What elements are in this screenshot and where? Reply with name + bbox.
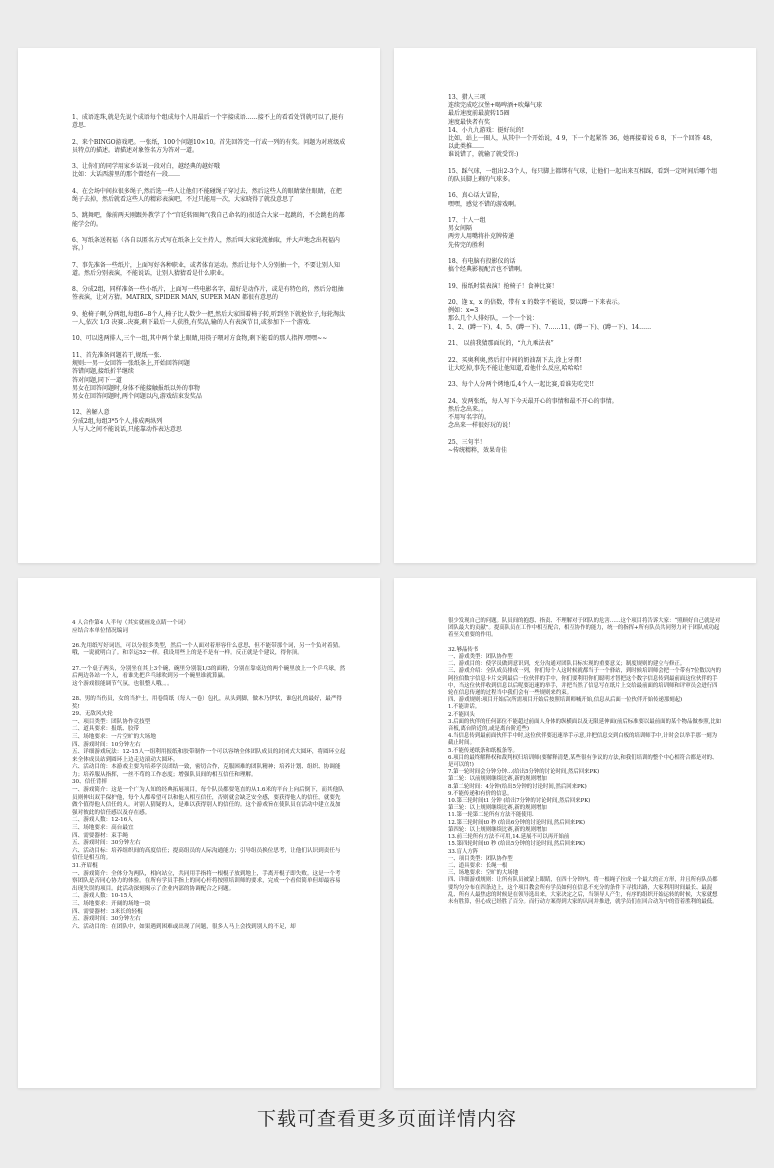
document-page-3 [18,578,380,1088]
page-3-text: 4 人合作第4 人半句（其实就画龙点睛一个词） 应结合本单位情况编词 26.先用纸写好词语，可以分很多类型，然后一个人面对着形容什么意思，但不能带那个词，另一个负对着猜。 哦，一说就明白了。和幸运52一样。我设用些上的是不是有一样。反正就是个建议，得你顶。 27.一个桌子两头，分别坐在其上3个碗，碗里分别装1/3的面粉，分别在靠桌边的两个碗里放上一个乒乓球，然后两边各站一个人，看谁先把乒乓球吹到另一个碗里谁就算赢。 这个游戏很能调节气氛，也很整人哦。。。 28、男的当伤员，女的当护士，用卷筒纸（每人一卷）包扎，从头到脚，做木乃伊状，谁包扎的最好，最严得奖! 29、无敌风火轮 一、项目类型：团队协作竞技型 二、道具要求：报纸、胶带 三、场地要求：一片空旷的大场地 四、游戏时间：10分钟左右 五、详细游戏玩法：12-15人一组利用报纸和胶带制作一个可以容纳全体团队成员的封闭式大圆环，将圆环立起来全体成员站到圆环上边走边滚动大圆环。 六、活动目的：本游戏主要为培养学员团结一致，密切合作，克服困难的团队精神；培养计划、组织、协调能力；培养服从指挥，一丝不苟的工作态度；增强队员间的相互信任和理解。 30、信任背摔 一、游戏简介：这是一个广为人知的经典拓展项目，每个队员都要笔直的从1.6米的平台上向后倒下，而其他队员则伸出双手保护他，每个人都希望可以和他人相互信任，否则就会缺乏安全感，要获得他人的信任，就要先做个值得他人信任的人。对别人猜疑的人，是难以获得别人的信任的。这个游戏旨在使队员在活动中建立及加强对彼此的信任感以及存在感。 二、游戏人数：12-16人 三、场地要求：高台最宜 四、需要器材：束手绳 五、游戏时间：30分钟左右 六、活动目标：培养组织间的高度信任；提高组员的人际沟通能力；引导组员换位思考，让他们认识到责任与信任是相互的。 31.齐眉棍 一、游戏简介：全体分为两队，相向站立，共同用手指将一根棍子放到地上，手离开棍子即失败。这是一个考察团队是否同心协力的体验。在所有学员手指上的同心杆将按照培训师的要求，完成一个看似简单但却最容易出现失误的项目。此活动深刻揭示了企业内部的协调配合之问题。 二、游戏人数：10-15人 三、场地要求：开阔的场地一块 四、需要器材：3米长的轻棍 五、游戏时间：30分钟左右 六、活动目的：在团队中，如果遇到困难或出现了问题，很多人马上会找到别人的不足，却 [72,620,346,930]
document-page-4 [394,578,756,1088]
page-1-text: 1、成语连珠,就是先说个成语每个组成每个人用最后一个字接成语……接不上的看看处罚就可以了,挺有意思. 2、来个BINGO游戏吧。一张纸，100个问题10×10。首先回答完一行或一列的有奖。问题为对班级成员特点的描述。请描述对象签名方为答对一道。 3、让你们的同学用家乡话说一段对白，越经典的越好哦 比如：大话西游里的那个曾经有一段…… 4、在会场中间拉很多绳子,然后选一些人让他们不能碰绳子穿过去，然后这些人的眼睛蒙住眼睛，在把绳子去掉，然后就看这些人的精彩表演吧，不过只能用一次，大家晓得了就没意思了 5、跳舞吧，像前两天刚跟外教学了个“宫廷转圈舞”(我自己命名的)很适合大家一起跳的，不会跳也的都能学会的。 6、写纸条送祝福（各自以匿名方式写在纸条上交主持人，然后叫大家轮流抽取，并大声地念出祝福内容。） 7、事先准备一些纸片，上面写好各种职业，或者体育运动。然后让每个人分别抽一个，不要让别人知道。然后分别表演，不能说话，让别人猜猜看是什么职业。 8、分成2组，同样准备一些小纸片，上面写一些电影名字，最好是动作片，或是有特色的，然后分组抽签表演，让对方猜。MATRIX, SPIDER MAN, SUPER MAN 都很有意思的 9、抢椅子啊,分两组,每组6--8个人,椅子比人数少一把,然后大家围着椅子转,听到坐下就抢位子,每轮淘汰一人,依次 1/3 决赛..决赛,剩下最后一人获胜,有奖品,输的人有表演节目,或参加下一个游戏. 10、可以选两排人,三个一组,其中两个蒙上眼睛,用筷子喂对方食物,剩下能看的那人指挥.嘿嘿~~ 11、首先准备问题若干,规纸一张. 规则:一男一女回答一张纸条上,开始回答问题 答错问题,接纸折半继续 答对问题,同下一道 男女在回答问题时,身体不能接触报纸以外的事物 男女在回答问题时,两个问题以内,游戏结束发奖品 12、善解人意 分成2组,每组3*5个人,排成两纵列 人与人之间不能说话,只能靠动作表达意思 [72,114,346,433]
page-4-text: 很少发现自己的问题。队员间的抱怨、指责、不理解对于团队的危害……这个项目将告诉大家：“照顾好自己就是对团队最大的贡献”。提高队员在工作中相互配合，相互协作的能力，统一的指挥+所有队员共同努力对于团队成功起着至关重要的作用。 32.够晶传书 一、游戏类型：团队协作型 二、游戏目的：使学员做到意识到，充分沟通对团队目标实现的重要意义；制度规则的建立与修正。 三、游戏介绍：全队成员排成一列，你们每个人这时候就都当于一个驿站，到时候培训师会把一个带有7位数以内的阿拉伯数字信息卡片交到最后一位伙伴的手中，你们要利用你们聪明才智把这个数字信息传到最前面这位伙伴的手中，当这位伙伴收到信息以后呢要迅速的举手，并把当然了信息写在纸片上交给最前面的培训师和评审员会进行四轮在信息传递的过程当中我们会有一些规则来约束。 四、游戏规则:项目开始后(所需项目开始后按照培训师喊开始,信息从后面一位伙伴开始传递那刻起) 1.不能讲话。 2.不能回头 3.后面的伙伴的任何部位不能超过前面人身体的纵横面以及无限延伸面(前后标准要以最前面的某个物品做参照,比如音板,离台阶近的,或是离台阶近些) 4.当信息传到最前面伙伴手中时,这位伙伴要迅速举手示意,并把信息交到白板的培训师手中,计时会以举手那一刻为截止时间。 5.不能传递纸条和纸板条等。 6.项目的最终解释权和裁判权归培训师(要解释清楚,某些很有争议的方法,和我们培训的整个中心相符合都是对的、是可以的!) 7.第一轮时间会分钟分钟...(给出5分钟的讨论时间,然后回来PK) 第二轮：以前规则继续比赛,新的规则增加 8.第二轮时间：4分钟(给出5分钟的讨论时间,然后回来PK) 9.不能传递和有价的信息。 10.第三轮时间t1 分钟 (给出7分钟的讨论时间,然后回来PK) 第三轮：以上规则继续比赛,新的规则增加 11.第一轮第二轮所有方法不能使用. 12.第三轮时间t0 秒 (给出6分钟的讨论时间,然后回来PK) 第四轮：以上规则继续比赛,新的规则增加 13.前三轮所有方法不可用,14.延展不可以再开始前 15.第四轮时间t0 秒 (给出5分钟的讨论时间,然后回来PK) 33.盲人方阵 一、项目类型：团队协作型 二、道具要求：长绳一根 三、场地要求：空旷的大场地 四、详细游戏规则：让所有队员被蒙上眼睛，在四十分钟内，将一根绳子拉成一个最大的正方形，并且所有队员都要均匀分布在四条边上，这个项目教会所有学员如何在信息不充分的条件下寻找出路，大家利用时间最长、最混乱、所有人最焦虑的时候是在领导选出来，大家决定之后，当领导人产生，有序的组织开始运转的时候，大家就想未有胜算，但心成已经胜了百分。而行动方案得到大家的认同并推进，就学员们在回合动为中的管着胜利的最低。 [448,618,722,905]
document-page-1 [18,48,380,563]
page-2-text: 13、猎人三项 连续完成吃汉堡+喝啤酒+吹爆气球 最后速度前最旋转15圈 速度最快者有奖 14、小九九游戏：挺好玩的! 比如，站上一圈人，从其中一个开始说，4 9，下一个起紧答 36，她再接着说 6 8，下一个回答 48，以此类推…… 谁说错了，就输了就受罚:) 15、踩气球，一组出2-3个人，每只脚上都绑有气球，让他们一起出来互相踩，看到一定时间后哪个组的队员脚上剩的气球多。 16、真心话大冒险， 嘿嘿，感觉不错的游戏啊。 17、十人一组 男女间隔 两旁人用嘴将扑克牌传递 先传完的胜利 18、有电脑有投影仪的话 搞个经典影视配音也不错啊。 19、报纸时装表演！抢椅子！食神比赛！ 20、逢 x，x 的倍数，带有 x 的数字不能说，要以蹲一下来表示。 例如：x=3 那么几个人排好队，一个一个说： 1、2、(蹲一下)、4、5、(蹲一下)、7……11、(蹲一下)、(蹲一下)、14…… 21、 以前我猜那面玩的，“九九乘法表” 22、买奥利奥,然后打中间的奶油刮下去,涂上牙膏! 让大吃掉,事先不能让他知道,看他什么反应,哈哈哈! 23、每个人分两个烤地瓜,4个人一起比赛,看谁先吃完!! 24、发两张纸，每人写下今天最开心的事情和最不开心的事情。 然后念出来。。 不用写名字的。 念出来一样很好玩的说！ 25、三句半！ ~传统精粹，效果奇佳 [448,94,718,454]
document-page-2 [394,48,756,563]
download-prompt-text[interactable]: 下载可查看更多页面详情内容 [256,1108,517,1130]
